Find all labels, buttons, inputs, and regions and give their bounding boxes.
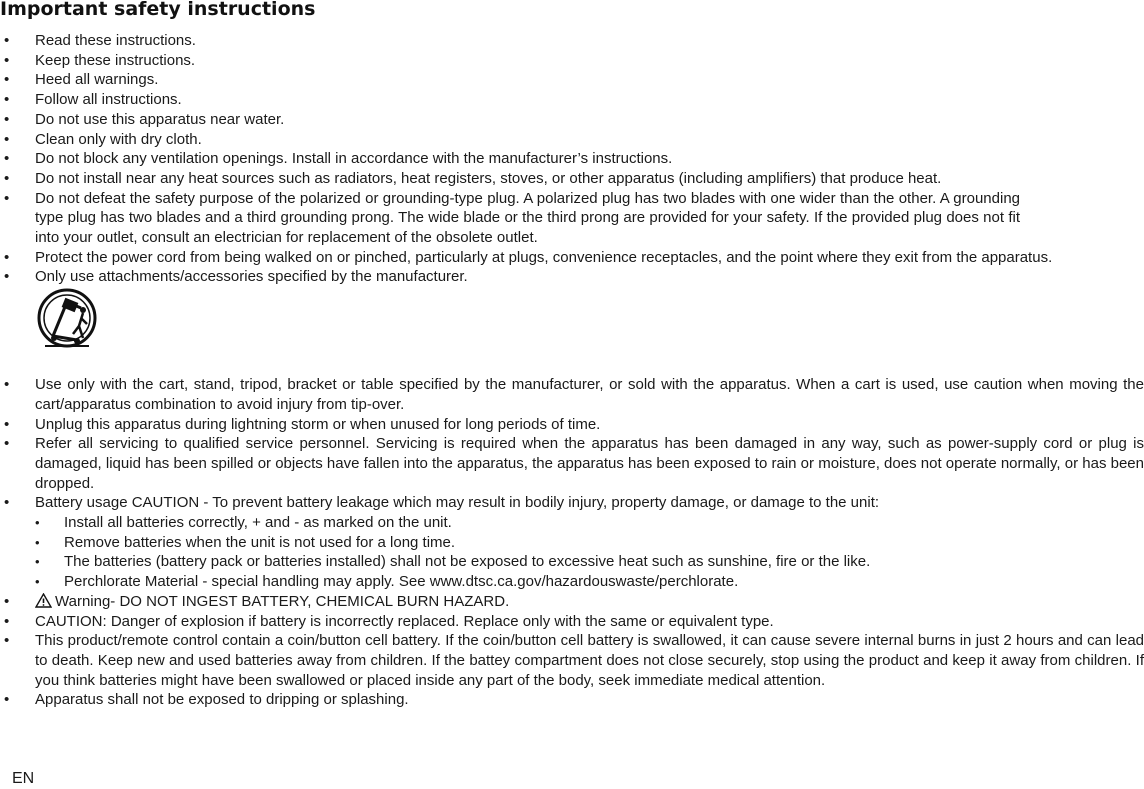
list-item: [0, 690, 1144, 710]
bullet: •: [4, 169, 10, 187]
safety-instructions-list: [0, 31, 1144, 710]
bullet: •: [35, 534, 40, 550]
item-text: Follow all instructions.: [35, 91, 182, 109]
item-text: Do not use this apparatus near water.: [35, 110, 285, 128]
item-text: Read these instructions.: [35, 32, 196, 49]
subitem-text: Install all batteries correctly, + and - as marked on the unit.: [64, 514, 452, 532]
warning-triangle-icon: [35, 593, 52, 608]
bullet: •: [4, 91, 10, 109]
list-item: [0, 189, 1020, 248]
subitem-text: Perchlorate Material - special handling may apply. See www.dtsc.ca.gov/hazardouswaste/perchlorate.: [64, 573, 739, 591]
list-item: [0, 267, 1144, 287]
list-item: [0, 415, 1144, 435]
list-item: [0, 434, 1144, 493]
list-item: [0, 631, 1144, 690]
bullet: •: [4, 110, 10, 128]
item-text: Only use attachments/accessories specified by the manufacturer.: [35, 268, 468, 286]
item-text: This product/remote control contain a coin/button cell battery. If the coin/button cell battery is swallowed, it can cause severe internal burns in just 2 hours and can lead to death. Keep new and used batteries away from children. If the battey compartment does not close securely, stop using the product and keep it away from children. If you think batteries might have been swallowed or placed inside any part of the body, seek immediate medical attention.: [35, 632, 1144, 689]
list-item: [0, 110, 1144, 130]
list-item: [0, 493, 1144, 513]
bullet: •: [4, 71, 10, 89]
list-item: [0, 612, 1144, 632]
bullet: •: [4, 130, 10, 148]
item-text: CAUTION: Danger of explosion if battery is incorrectly replaced. Replace only with the same or equivalent type.: [35, 612, 774, 630]
battery-subitem: [0, 572, 1144, 592]
item-text: Heed all warnings.: [35, 71, 159, 89]
list-item: [0, 375, 1144, 414]
item-text: Do not block any ventilation openings. Install in accordance with the manufacturer’s instructions.: [35, 150, 673, 168]
item-text: Clean only with dry cloth.: [35, 130, 202, 148]
bullet: •: [4, 415, 10, 433]
cart-tipover-warning-icon: [37, 288, 97, 350]
list-item: [0, 248, 1144, 268]
item-text: Unplug this apparatus during lightning storm or when unused for long periods of time.: [35, 415, 601, 433]
bullet: •: [35, 574, 40, 590]
item-text: Keep these instructions.: [35, 51, 196, 69]
item-text: Use only with the cart, stand, tripod, bracket or table specified by the manufacturer, or sold with the apparatus. When a cart is used, use caution when moving the cart/apparatus combination to avoid injury from tip-over.: [35, 376, 1144, 413]
item-text: Protect the power cord from being walked on or pinched, particularly at plugs, convenience receptacles, and the point where they exit from the apparatus.: [35, 248, 1053, 266]
item-text: Do not defeat the safety purpose of the polarized or grounding-type plug. A polarized plug has two blades with one wider than the other. A grounding type plug has two blades and a third grounding prong. The wide blade or the third prong are provided for your safety. If the provided plug does not fit into your outlet, consult an electrician for replacement of the obsolete outlet.: [35, 189, 1020, 247]
list-item: [0, 130, 1144, 150]
item-text: Refer all servicing to qualified service personnel. Servicing is required when the apparatus has been damaged in any way, such as power-supply cord or plug is damaged, liquid has been spilled or objects have fallen into the apparatus, the apparatus has been exposed to rain or moisture, does not operate normally, or has been dropped.: [35, 435, 1144, 492]
list-item: [0, 70, 1144, 90]
bullet: •: [4, 268, 10, 286]
item-text: Battery usage CAUTION - To prevent battery leakage which may result in bodily injury, property damage, or damage to the unit:: [35, 494, 880, 512]
bullet: •: [4, 376, 10, 394]
bullet: •: [4, 494, 10, 512]
bullet: •: [4, 248, 10, 266]
page-title: Important safety instructions: [0, 0, 316, 20]
item-text: Do not install near any heat sources such as radiators, heat registers, stoves, or other apparatus (including amplifiers) that produce heat.: [35, 169, 942, 187]
bullet: •: [4, 51, 10, 69]
battery-subitem: [0, 513, 1144, 533]
list-item: [0, 31, 1144, 51]
cart-warning-figure: [0, 287, 1144, 375]
bullet: •: [4, 32, 10, 49]
item-text: Apparatus shall not be exposed to dripping or splashing.: [35, 691, 409, 709]
subitem-text: The batteries (battery pack or batteries installed) shall not be exposed to excessive heat such as sunshine, fire or the like.: [64, 553, 871, 571]
list-item: [0, 149, 1144, 169]
bullet: •: [4, 632, 10, 650]
item-text: Warning- DO NOT INGEST BATTERY, CHEMICAL BURN HAZARD.: [55, 592, 510, 610]
list-item: [0, 51, 1144, 71]
battery-subitem: [0, 552, 1144, 572]
bullet: •: [4, 612, 10, 630]
bullet: •: [4, 189, 10, 207]
language-label: EN: [12, 770, 35, 787]
bullet: •: [4, 150, 10, 168]
list-item: [0, 592, 1144, 612]
bullet: •: [4, 592, 10, 610]
battery-subitem: [0, 533, 1144, 553]
bullet: •: [4, 435, 10, 453]
bullet: •: [35, 515, 40, 531]
subitem-text: Remove batteries when the unit is not used for a long time.: [64, 533, 456, 551]
bullet: •: [35, 554, 40, 570]
list-item: [0, 169, 1144, 189]
list-item: [0, 90, 1144, 110]
bullet: •: [4, 691, 10, 709]
